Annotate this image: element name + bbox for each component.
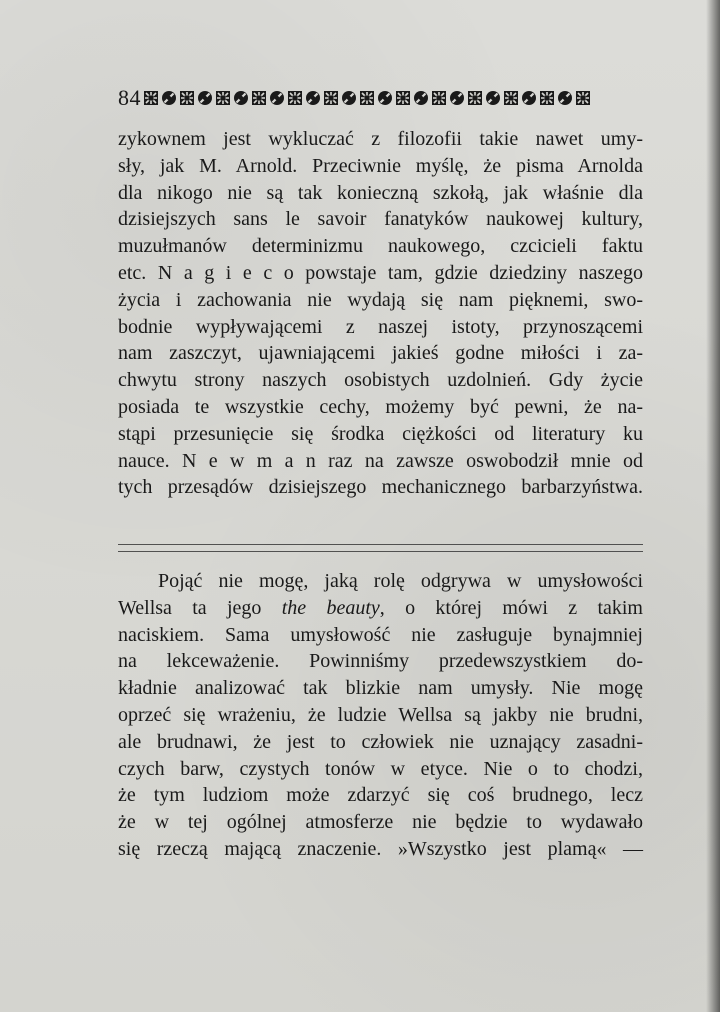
paragraph-continued <box>118 126 643 501</box>
text-line: nauce. N e w m a n raz na zawsze oswobodził mnie od <box>118 449 643 472</box>
text-line: że w tej ogólnej atmosferze nie będzie to wydawało <box>118 811 643 834</box>
text-line: tych przesądów dzisiejszego mechanicznego barbarzyństwa. <box>118 476 643 499</box>
ornament-wheel-icon <box>521 90 537 106</box>
ornament-border <box>143 86 643 110</box>
ornament-box-icon <box>179 90 195 106</box>
ornament-wheel-icon <box>449 90 465 106</box>
text-line: Wellsa ta jego the beauty, o której mówi z takim <box>118 596 643 619</box>
ornament-wheel-icon <box>269 90 285 106</box>
ornament-box-icon <box>287 90 303 106</box>
text-line: zykownem jest wykluczać z filozofii takie nawet umy- <box>118 128 643 150</box>
ornament-wheel-icon <box>197 90 213 106</box>
ornament-box-icon <box>431 90 447 106</box>
text-line: oprzeć się wrażeniu, że ludzie Wellsa są jakby nie brudni, <box>118 703 643 726</box>
text-line: naciskiem. Sama umysłowość nie zasługuje bynajmniej <box>118 623 643 646</box>
text-line: nam zaszczyt, ujawniającemi jakieś godne miłości i za- <box>118 342 643 365</box>
text-line: dzisiejszych sans le savoir fanatyków naukowej kultury, <box>118 208 643 231</box>
ornament-wheel-icon <box>161 90 177 106</box>
ornament-wheel-icon <box>341 90 357 106</box>
ornament-box-icon <box>251 90 267 106</box>
ornament-wheel-icon <box>485 90 501 106</box>
ornament-box-icon <box>323 90 339 106</box>
text-line: się rzeczą mającą znaczenie. »Wszystko jest plamą« — <box>118 837 643 860</box>
text-line: sły, jak M. Arnold. Przeciwnie myślę, że pisma Arnolda <box>118 154 643 177</box>
text-line: życia i zachowania nie wydają się nam pięknemi, swo- <box>118 288 643 311</box>
paragraph-new-section <box>118 568 643 863</box>
text-line: posiada te wszystkie cechy, możemy być pewni, że na- <box>118 395 643 418</box>
page-header <box>118 83 643 113</box>
page-number: 84 <box>118 85 141 110</box>
text-line: muzułmanów determinizmu naukowego, czcicieli faktu <box>118 235 643 258</box>
divider-rule-bottom <box>118 551 643 552</box>
ornament-wheel-icon <box>233 90 249 106</box>
text-line: bodnie wypływającemi z naszej istoty, przynoszącemi <box>118 315 643 338</box>
text-line: że tym ludziom może zdarzyć się coś brudnego, lecz <box>118 784 643 807</box>
text-line: dla nikogo nie są tak konieczną szkołą, jak właśnie dla <box>118 181 643 204</box>
section-divider <box>118 544 643 558</box>
ornament-box-icon <box>503 90 519 106</box>
text-line: chwytu strony naszych osobistych uzdolnień. Gdy życie <box>118 369 643 392</box>
ornament-box-icon <box>359 90 375 106</box>
text-line: ale brudnawi, że jest to człowiek nie uznający zasadni- <box>118 730 643 753</box>
ornament-wheel-icon <box>305 90 321 106</box>
ornament-box-icon <box>143 90 159 106</box>
ornament-wheel-icon <box>557 90 573 106</box>
ornament-box-icon <box>467 90 483 106</box>
text-line: kładnie analizować tak blizkie nam umysły. Nie mogę <box>118 677 643 700</box>
divider-rule-top <box>118 544 643 545</box>
text-line: czych barw, czystych tonów w etyce. Nie o to chodzi, <box>118 757 643 780</box>
text-line: na lekceważenie. Powinniśmy przedewszystkiem do- <box>118 650 643 673</box>
text-line: stąpi przesunięcie się środka ciężkości od literatury ku <box>118 422 643 445</box>
ornament-box-icon <box>215 90 231 106</box>
ornament-box-icon <box>395 90 411 106</box>
text-line: Pojąć nie mogę, jaką rolę odgrywa w umysłowości <box>158 570 643 592</box>
ornament-box-icon <box>539 90 555 106</box>
ornament-wheel-icon <box>413 90 429 106</box>
ornament-box-icon <box>575 90 591 106</box>
page-edge-shadow <box>706 0 720 1012</box>
ornament-wheel-icon <box>377 90 393 106</box>
text-line: etc. N a g i e c o powstaje tam, gdzie dziedziny naszego <box>118 261 643 284</box>
